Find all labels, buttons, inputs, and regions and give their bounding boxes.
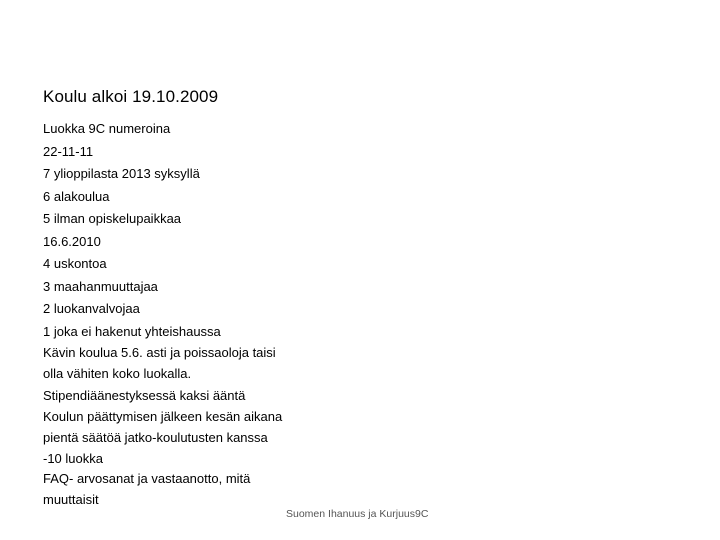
body-line: 3 maahanmuuttajaa — [43, 278, 158, 294]
slide-footer: Suomen Ihanuus ja Kurjuus9C — [286, 508, 429, 520]
body-line: Luokka 9C numeroina — [43, 121, 171, 136]
body-line: Stipendiäänestyksessä kaksi ääntä — [43, 387, 246, 403]
body-line: 7 ylioppilasta 2013 syksyllä — [43, 166, 200, 181]
body-line: FAQ- arvosanat ja vastaanotto, mitä muuttaisit — [43, 471, 251, 508]
body-line: 2 luokanvalvojaa — [43, 301, 140, 316]
body-line: 6 alakoulua — [43, 188, 110, 204]
body-line: Koulun päättymisen jälkeen kesän aikana pientä säätöä jatko-koulutusten kanssa -10 luokka — [43, 409, 283, 466]
slide-title: Koulu alkoi 19.10.2009 — [43, 87, 219, 106]
body-line: 16.6.2010 — [43, 233, 101, 249]
body-text-list — [43, 118, 283, 511]
body-line: Kävin koulua 5.6. asti ja poissaoloja taisi olla vähiten koko luokalla. — [43, 345, 276, 381]
body-line: 4 uskontoa — [43, 256, 107, 271]
body-line: 22-11-11 — [43, 143, 94, 159]
body-line: 1 joka ei hakenut yhteishaussa — [43, 323, 221, 339]
body-line: 5 ilman opiskelupaikkaa — [43, 211, 182, 226]
